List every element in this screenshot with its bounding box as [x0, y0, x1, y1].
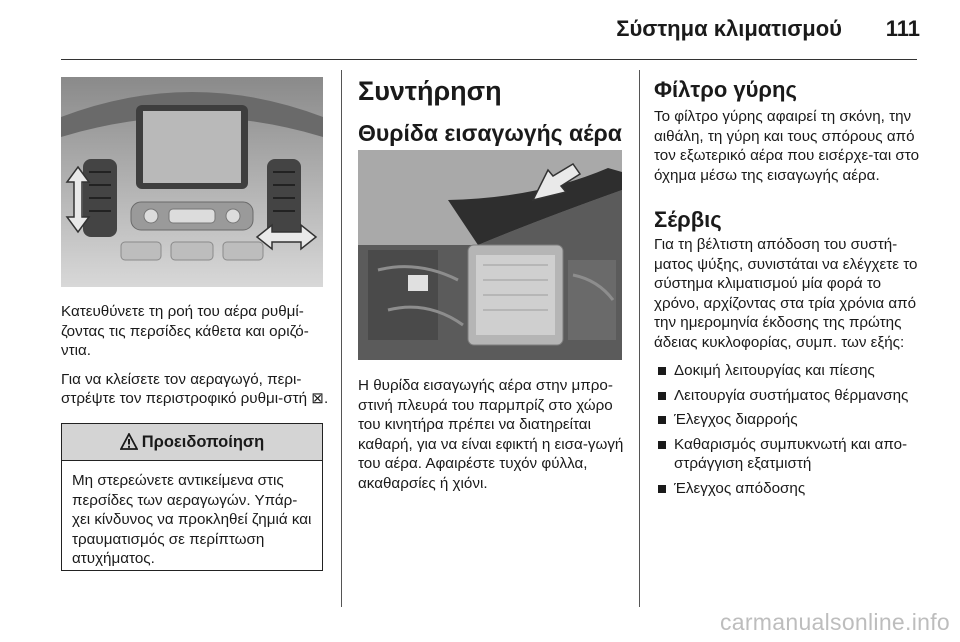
service-paragraph: Για τη βέλτιστη απόδοση του συστή-ματος ψύξης, συνιστάται να ελέγχετε το σύστημα κλιματισμού μία φορά το χρόνο, αρχίζοντας στα τρία χρόνια από την ημερομηνία έκδοσης της πρώτης άδειας κυκλοφορίας, συμπ. των εξής: — [654, 236, 918, 351]
dashboard-vents-photo — [61, 77, 323, 287]
left-column-text — [61, 302, 329, 409]
warning-header — [62, 424, 322, 461]
running-header-title: Σύστημα κλιματισμού — [616, 16, 842, 41]
right-column — [654, 77, 924, 503]
pollen-filter-paragraph: Το φίλτρο γύρης αφαιρεί τη σκόνη, την αιθάλη, τη γύρη και τους σπόρους από τον εξωτερικό αέρα που εισέρχε-ται στο όχημα μέσω της εισαγωγής αέρα. — [654, 108, 920, 184]
header-rule — [61, 59, 917, 60]
vent-direction-paragraph: Κατευθύνετε τη ροή του αέρα ρυθμί-ζοντας τις περσίδες κάθετα και οριζό-ντια. — [61, 303, 309, 359]
page-number: 111 — [885, 16, 920, 41]
dashboard-illustration — [61, 77, 323, 287]
list-item: Καθαρισμός συμπυκνωτή και απο-στράγγιση εξατμιστή — [654, 435, 924, 474]
vent-close-paragraph: Για να κλείσετε τον αεραγωγό, περι-στρέψτε τον περιστροφικό ρυθμι-στή ⊠. — [61, 370, 329, 407]
pollen-filter-heading: Φίλτρο γύρης — [654, 77, 797, 102]
service-checklist — [654, 361, 924, 498]
list-item: Λειτουργία συστήματος θέρμανσης — [654, 386, 924, 406]
service-heading: Σέρβις — [654, 207, 722, 232]
middle-column-headings — [358, 75, 628, 147]
air-intake-heading: Θυρίδα εισαγωγής αέρα — [358, 120, 622, 146]
warning-box — [61, 423, 323, 571]
column-divider-left — [341, 70, 342, 607]
watermark: carmanualsonline.info — [719, 609, 950, 635]
engine-bay-illustration — [358, 150, 622, 360]
warning-triangle-icon — [120, 433, 138, 451]
engine-bay-photo — [358, 150, 622, 360]
list-item: Δοκιμή λειτουργίας και πίεσης — [654, 361, 924, 381]
warning-title: Προειδοποίηση — [141, 432, 265, 451]
list-item: Έλεγχος απόδοσης — [654, 479, 924, 499]
warning-body: Μη στερεώνετε αντικείμενα στις περσίδες των αεραγωγών. Υπάρ-χει κίνδυνος να προκληθεί ζημιά και τραυματισμός σε περίπτωση ατυχήματος. — [72, 472, 312, 567]
column-divider-right — [639, 70, 640, 607]
maintenance-heading: Συντήρηση — [358, 76, 502, 106]
air-intake-paragraph: Η θυρίδα εισαγωγής αέρα στην μπρο-στινή πλευρά του παρμπρίζ στο χώρο του κινητήρα πρέπει να διατηρείται καθαρή, για να είναι εφικτή η εισα-γωγή του αέρα. Αφαιρέστε τυχόν φύλλα, ακαθαρσίες ή χιόνι. — [358, 377, 624, 492]
list-item: Έλεγχος διαρροής — [654, 410, 924, 430]
